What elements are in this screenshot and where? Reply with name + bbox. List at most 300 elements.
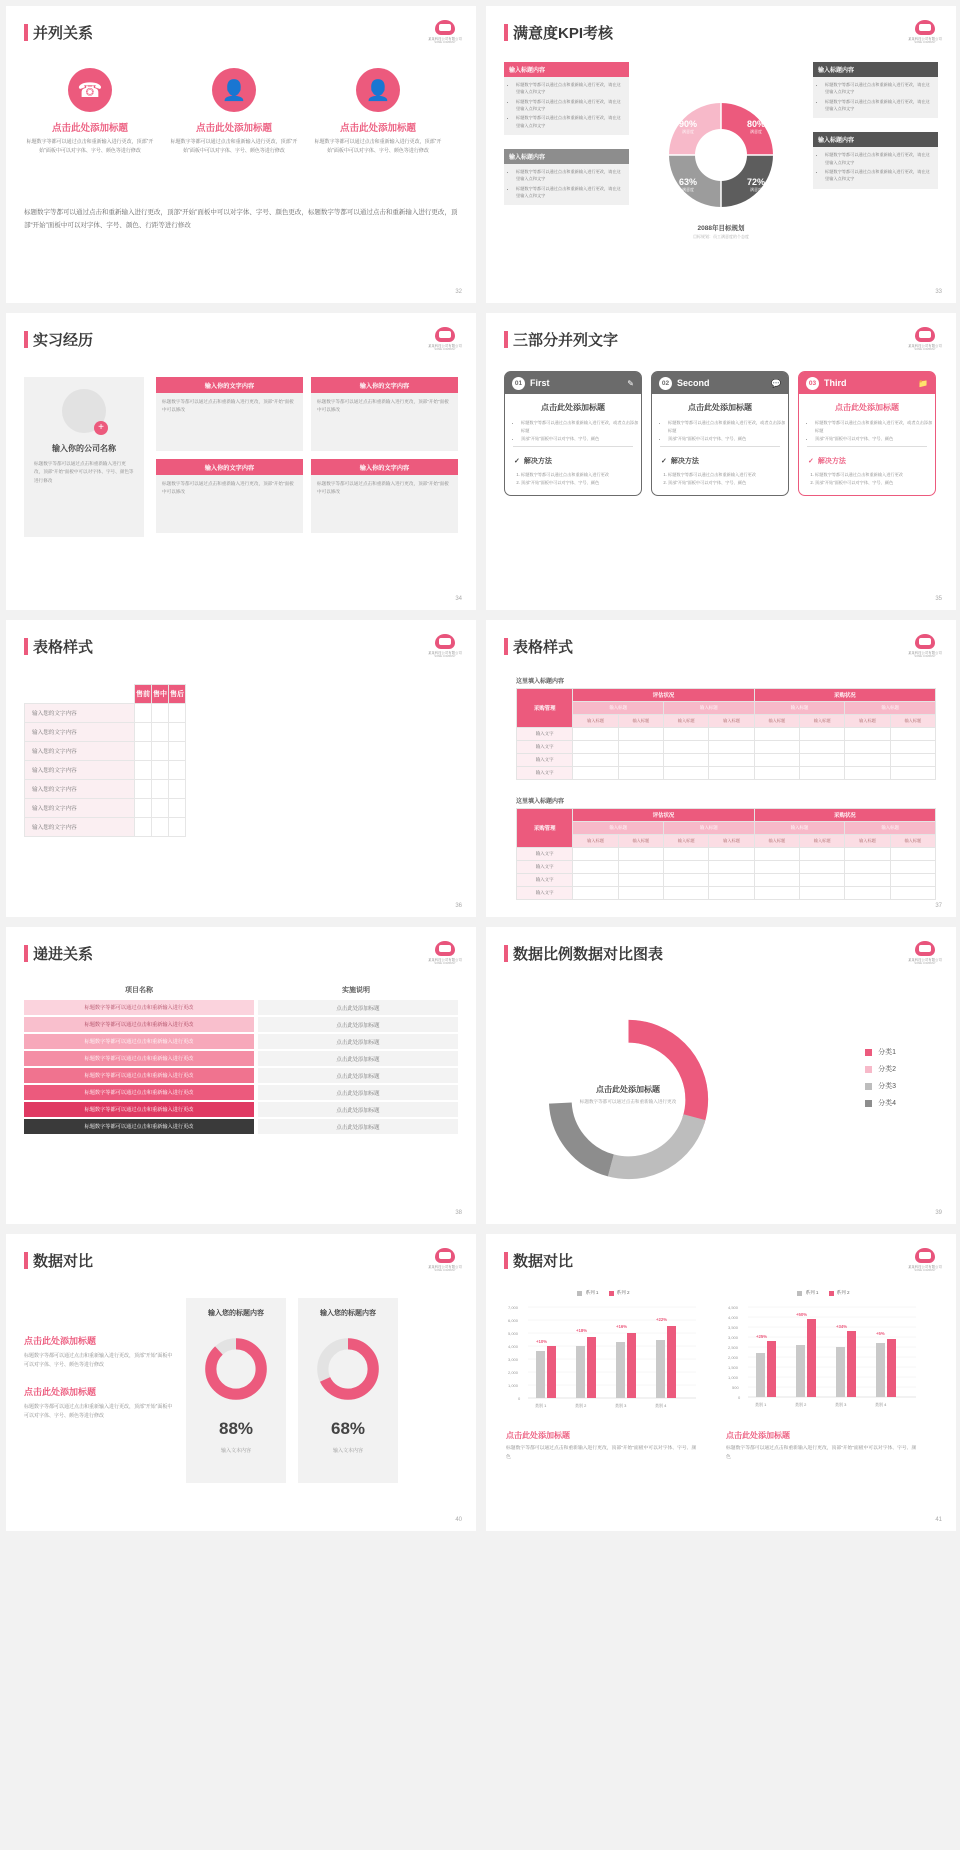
cell[interactable] — [664, 728, 709, 741]
legend-item — [865, 1081, 896, 1091]
experience-cards — [156, 377, 458, 533]
table-row — [25, 799, 186, 818]
cell[interactable] — [152, 780, 169, 799]
row-note[interactable]: 点击此处添加标题 — [258, 1102, 458, 1117]
group-header: 采购状况 — [754, 809, 935, 822]
kpi-item: • 标题数字等都可以通过点击和重新输入进行更改，请在这里输入点和文字 — [825, 98, 933, 113]
part-sub-title — [661, 456, 788, 466]
legend-swatch — [609, 1291, 614, 1296]
table-subheader-row-2 — [517, 835, 936, 848]
cell[interactable] — [800, 861, 845, 874]
table-caption: 这里填入标题内容 — [516, 679, 565, 685]
kpi-body — [504, 77, 629, 135]
svg-text:+5%: +5% — [876, 1331, 885, 1336]
row-bar[interactable]: 标题数字等都可以通过点击和重新输入进行更改 — [24, 1017, 254, 1032]
cell[interactable] — [664, 754, 709, 767]
cell[interactable] — [618, 848, 663, 861]
procurement-table — [516, 688, 936, 780]
cell[interactable] — [169, 818, 186, 837]
cell[interactable] — [845, 887, 890, 900]
row-bar[interactable]: 标题数字等都可以通过点击和重新输入进行更改 — [24, 1085, 254, 1100]
table-header-row — [517, 809, 936, 822]
brand-logo — [908, 941, 942, 965]
kpi-box-1 — [504, 62, 629, 135]
row-label[interactable]: 输入您的文字内容 — [25, 818, 135, 837]
cell[interactable] — [754, 848, 799, 861]
cell[interactable] — [754, 861, 799, 874]
cell[interactable] — [890, 767, 935, 780]
kpi-box-3 — [813, 62, 938, 118]
cell[interactable] — [135, 761, 152, 780]
kpi-value: 90% — [679, 119, 698, 129]
kpi-heading: 输入标题内容 — [813, 132, 938, 147]
cell[interactable] — [890, 754, 935, 767]
brand-logo — [428, 20, 462, 44]
sub-header: 输入标题 — [573, 822, 664, 835]
cell[interactable] — [890, 741, 935, 754]
cell[interactable] — [152, 818, 169, 837]
cell[interactable] — [800, 767, 845, 780]
brand-logo — [908, 20, 942, 44]
card-heading: 输入你的文字内容 — [156, 377, 303, 393]
cell[interactable] — [135, 704, 152, 723]
logo-mark — [915, 1248, 935, 1263]
part-title: 点击此处添加标题 — [835, 403, 899, 412]
row-label[interactable]: 输入文字 — [517, 874, 573, 887]
list-row — [24, 1017, 458, 1032]
cell[interactable] — [709, 741, 754, 754]
cell[interactable] — [709, 848, 754, 861]
logo-subtext: SOME COMPANY — [914, 1269, 936, 1272]
logo-mark — [435, 1248, 455, 1263]
sub-header: 输入标题 — [845, 822, 936, 835]
company-panel — [24, 377, 144, 537]
page-number: 33 — [935, 289, 942, 295]
sub-header: 输入标题 — [845, 702, 936, 715]
svg-text:类别 2: 类别 2 — [795, 1402, 807, 1407]
cell[interactable] — [800, 887, 845, 900]
cell[interactable] — [135, 799, 152, 818]
sub-header: 输入标题 — [845, 715, 890, 728]
row-label[interactable]: 输入您的文字内容 — [25, 723, 135, 742]
cell[interactable] — [618, 887, 663, 900]
chart-canvas — [726, 1299, 921, 1419]
headset-icon: ☎ — [68, 68, 112, 112]
page-number: 40 — [455, 1517, 462, 1523]
sub-title-text: 解决方法 — [670, 458, 699, 466]
kpi-donut-chart — [661, 95, 781, 215]
cell[interactable] — [845, 874, 890, 887]
cell[interactable] — [709, 754, 754, 767]
logo-text: 某某科技公司有限公司 — [428, 344, 462, 348]
part-number: 03 — [806, 377, 819, 390]
cell[interactable] — [618, 728, 663, 741]
cell[interactable] — [135, 780, 152, 799]
row-bar[interactable]: 标题数字等都可以通过点击和重新输入进行更改 — [24, 1102, 254, 1117]
sub-header: 输入标题 — [709, 715, 754, 728]
cell[interactable] — [152, 799, 169, 818]
cell[interactable] — [135, 818, 152, 837]
cell[interactable] — [664, 767, 709, 780]
svg-text:类别 1: 类别 1 — [535, 1403, 547, 1408]
legend-swatch — [865, 1066, 872, 1073]
column-body: 标题数字等都可以通过点击和重新输入进行更改，顶部“开始”面板中可以对字体、字号、颜色等进行修改 — [314, 139, 442, 154]
page-number: 39 — [935, 1210, 942, 1216]
card-title: 输入您的标题内容 — [320, 1310, 376, 1317]
cell[interactable] — [618, 754, 663, 767]
cell[interactable] — [573, 861, 618, 874]
row-bar[interactable]: 标题数字等都可以通过点击和重新输入进行更改 — [24, 1034, 254, 1049]
brand-logo — [908, 1248, 942, 1272]
row-bar[interactable]: 标题数字等都可以通过点击和重新输入进行更改 — [24, 1051, 254, 1066]
cell[interactable] — [709, 874, 754, 887]
row-label[interactable]: 输入文字 — [517, 754, 573, 767]
cell[interactable] — [152, 742, 169, 761]
cell[interactable] — [664, 861, 709, 874]
logo-subtext: SOME COMPANY — [434, 348, 456, 351]
page-title: 数据对比 — [504, 1250, 573, 1271]
sample-table — [24, 684, 186, 837]
cell[interactable] — [890, 861, 935, 874]
sub-item: 1. 标题数字等都可以通过点击和重新输入进行更改 — [815, 471, 935, 479]
cell[interactable] — [169, 799, 186, 818]
card-value: 68% — [330, 1419, 366, 1438]
row-bar[interactable]: 标题数字等都可以通过点击和重新输入进行更改 — [24, 1119, 254, 1134]
logo-subtext: SOME COMPANY — [434, 1269, 456, 1272]
row-label[interactable]: 输入文字 — [517, 728, 573, 741]
corner-cell: 采购管理 — [517, 689, 573, 728]
list-row — [24, 1102, 458, 1117]
group-header: 采购状况 — [754, 689, 935, 702]
cell[interactable] — [573, 848, 618, 861]
part-caption — [652, 372, 788, 394]
cell[interactable] — [709, 887, 754, 900]
part-bullets — [505, 419, 641, 442]
cell[interactable] — [754, 767, 799, 780]
row-label[interactable]: 输入文字 — [517, 848, 573, 861]
list-row — [24, 1034, 458, 1049]
cell[interactable] — [573, 728, 618, 741]
col-header-2: 实施说明 — [342, 987, 370, 994]
brand-logo — [428, 327, 462, 351]
legend-label: 系列 2 — [836, 1290, 850, 1295]
cell[interactable] — [618, 767, 663, 780]
cell[interactable] — [754, 874, 799, 887]
kpi-box-2 — [504, 149, 629, 205]
slide-38 — [6, 927, 476, 1224]
cell[interactable] — [135, 723, 152, 742]
svg-text:4,500: 4,500 — [728, 1305, 739, 1310]
group-header: 评估状况 — [573, 809, 754, 822]
legend-item — [797, 1290, 818, 1296]
image-placeholder-icon[interactable] — [62, 389, 106, 433]
cell[interactable] — [845, 767, 890, 780]
table-row — [25, 742, 186, 761]
bullet: • 顶部“开始”面板中可以对字体、字号、颜色 — [521, 435, 641, 443]
legend-item — [829, 1290, 850, 1296]
cell[interactable] — [800, 741, 845, 754]
logo-text: 某某科技公司有限公司 — [428, 651, 462, 655]
cell[interactable] — [709, 728, 754, 741]
logo-text: 某某科技公司有限公司 — [908, 651, 942, 655]
cell[interactable] — [664, 741, 709, 754]
cell[interactable] — [754, 728, 799, 741]
chat-icon: 💬 — [771, 378, 781, 388]
part-caption — [505, 372, 641, 394]
kpi-note-sub: 目标规划：员工满意度的个态度 — [693, 234, 749, 239]
row-note[interactable]: 点击此处添加标题 — [258, 1017, 458, 1032]
logo-subtext: SOME COMPANY — [914, 41, 936, 44]
col-header: 售后 — [169, 685, 186, 704]
slide-36 — [6, 620, 476, 917]
card-4 — [311, 459, 458, 533]
cell[interactable] — [169, 742, 186, 761]
chart-body: 标题数字等都可以通过点击和重新输入进行更改，顶部“开始”面板中可以对字体、字号、颜色 — [506, 1446, 697, 1460]
text-heading: 点击此处添加标题 — [24, 1386, 97, 1397]
svg-text:3,000: 3,000 — [728, 1335, 739, 1340]
cell[interactable] — [169, 761, 186, 780]
row-note[interactable]: 点击此处添加标题 — [258, 1119, 458, 1134]
slide-33 — [486, 6, 956, 303]
cell[interactable] — [573, 741, 618, 754]
cell[interactable] — [754, 887, 799, 900]
row-label[interactable]: 输入文字 — [517, 767, 573, 780]
legend-item — [577, 1290, 598, 1296]
svg-text:类别 3: 类别 3 — [615, 1403, 627, 1408]
part-label: Second — [677, 378, 710, 388]
row-bar[interactable]: 标题数字等都可以通过点击和重新输入进行更改 — [24, 1000, 254, 1015]
part-sub-items — [799, 471, 935, 487]
kpi-body — [504, 164, 629, 205]
cell[interactable] — [664, 887, 709, 900]
sub-header: 输入标题 — [890, 835, 935, 848]
svg-text:1,000: 1,000 — [508, 1383, 519, 1388]
svg-text:2,500: 2,500 — [728, 1345, 739, 1350]
cell[interactable] — [845, 848, 890, 861]
cell[interactable] — [573, 874, 618, 887]
row-label[interactable]: 输入您的文字内容 — [25, 761, 135, 780]
chart-legend — [506, 1290, 701, 1296]
table-block-1 — [516, 676, 936, 780]
svg-text:+34%: +34% — [836, 1324, 848, 1329]
card-body: 标题数字等都可以通过点击和重新输入进行更改，顶部“开始”面板中可以修改 — [311, 393, 458, 451]
logo-subtext: SOME COMPANY — [434, 655, 456, 658]
cell[interactable] — [890, 728, 935, 741]
svg-text:3,500: 3,500 — [728, 1325, 739, 1330]
svg-text:2,000: 2,000 — [728, 1355, 739, 1360]
card-heading: 输入你的文字内容 — [156, 459, 303, 475]
slide-34 — [6, 313, 476, 610]
cell[interactable] — [152, 723, 169, 742]
cell[interactable] — [618, 861, 663, 874]
kpi-heading: 输入标题内容 — [813, 62, 938, 77]
row-note[interactable]: 点击此处添加标题 — [258, 1051, 458, 1066]
sub-header: 输入标题 — [664, 835, 709, 848]
sub-title-text: 解决方法 — [817, 458, 846, 466]
cell[interactable] — [845, 741, 890, 754]
sub-header: 输入标题 — [890, 715, 935, 728]
check-icon: ✓ — [514, 458, 520, 466]
row-label[interactable]: 输入文字 — [517, 861, 573, 874]
svg-text:0: 0 — [518, 1396, 521, 1401]
cell[interactable] — [800, 874, 845, 887]
svg-text:2,000: 2,000 — [508, 1370, 519, 1375]
table-row — [25, 818, 186, 837]
row-label[interactable]: 输入您的文字内容 — [25, 799, 135, 818]
sub-header: 输入标题 — [845, 835, 890, 848]
cell[interactable] — [845, 728, 890, 741]
chart-legend — [726, 1290, 921, 1296]
cell[interactable] — [169, 704, 186, 723]
legend-label: 分类3 — [878, 1083, 896, 1090]
row-note[interactable]: 点击此处添加标题 — [258, 1000, 458, 1015]
row-bar[interactable]: 标题数字等都可以通过点击和重新输入进行更改 — [24, 1068, 254, 1083]
row-note[interactable]: 点击此处添加标题 — [258, 1085, 458, 1100]
kpi-item: • 标题数字等都可以通过点击和重新输入进行更改，请在这里输入点和文字 — [516, 81, 624, 96]
row-label[interactable]: 输入文字 — [517, 741, 573, 754]
cell[interactable] — [754, 754, 799, 767]
kpi-item: • 标题数字等都可以通过点击和重新输入进行更改，请在这里输入点和文字 — [516, 185, 624, 200]
column-3 — [312, 68, 444, 155]
part-sub-title — [808, 456, 935, 466]
card-3 — [156, 459, 303, 533]
cell[interactable] — [754, 741, 799, 754]
table-row — [517, 728, 936, 741]
company-body: 标题数字等都可以通过点击和重新输入进行更改，顶部“开始”面板中可以对字体、字号、颜色等进行修改 — [34, 461, 134, 483]
legend-swatch — [865, 1083, 872, 1090]
card-value: 88% — [218, 1419, 254, 1438]
kpi-label: 满意度 — [682, 187, 694, 192]
cell[interactable] — [845, 754, 890, 767]
table-row — [25, 704, 186, 723]
cell[interactable] — [573, 887, 618, 900]
cell[interactable] — [800, 848, 845, 861]
logo-text: 某某科技公司有限公司 — [908, 1265, 942, 1269]
kpi-label: 满意度 — [682, 129, 694, 134]
donut-chart — [541, 1012, 716, 1187]
user-card-icon: 👤 — [356, 68, 400, 112]
cell[interactable] — [152, 761, 169, 780]
table-row — [25, 761, 186, 780]
sub-header: 输入标题 — [618, 715, 663, 728]
page-title: 递进关系 — [24, 943, 93, 964]
part-label: First — [530, 378, 550, 388]
legend-swatch — [577, 1291, 582, 1296]
row-note[interactable]: 点击此处添加标题 — [258, 1068, 458, 1083]
kpi-item: • 标题数字等都可以通过点击和重新输入进行更改，请在这里输入点和文字 — [516, 98, 624, 113]
svg-text:4,000: 4,000 — [728, 1315, 739, 1320]
cell[interactable] — [890, 874, 935, 887]
sub-header: 输入标题 — [573, 715, 618, 728]
cell[interactable] — [800, 754, 845, 767]
column-heading: 点击此处添加标题 — [339, 123, 416, 134]
part-caption — [799, 372, 935, 394]
legend-swatch — [797, 1291, 802, 1296]
company-name: 输入你的公司名称 — [52, 444, 116, 453]
cell[interactable] — [135, 742, 152, 761]
table-row — [25, 780, 186, 799]
svg-text:7,000: 7,000 — [508, 1305, 519, 1310]
svg-text:3,000: 3,000 — [508, 1357, 519, 1362]
cell[interactable] — [709, 861, 754, 874]
svg-text:类别 4: 类别 4 — [655, 1403, 667, 1408]
sub-header: 输入标题 — [800, 715, 845, 728]
cell[interactable] — [709, 767, 754, 780]
cell[interactable] — [152, 704, 169, 723]
sub-header: 输入标题 — [664, 822, 755, 835]
cell[interactable] — [169, 780, 186, 799]
svg-text:0: 0 — [738, 1395, 741, 1400]
cell[interactable] — [169, 723, 186, 742]
logo-subtext: SOME COMPANY — [914, 655, 936, 658]
card-body: 标题数字等都可以通过点击和重新输入进行更改，顶部“开始”面板中可以修改 — [311, 475, 458, 533]
table-caption: 这里填入标题内容 — [516, 799, 565, 805]
svg-text:4,000: 4,000 — [508, 1344, 519, 1349]
cell[interactable] — [890, 887, 935, 900]
legend-swatch — [865, 1049, 872, 1056]
svg-text:500: 500 — [732, 1385, 739, 1390]
kpi-item: • 标题数字等都可以通过点击和重新输入进行更改，请在这里输入点和文字 — [825, 81, 933, 96]
table-subheader-row — [517, 822, 936, 835]
row-label[interactable]: 输入您的文字内容 — [25, 742, 135, 761]
sub-title-text: 解决方法 — [523, 458, 552, 466]
column-heading: 点击此处添加标题 — [51, 123, 128, 134]
logo-text: 某某科技公司有限公司 — [428, 1265, 462, 1269]
page-number: 35 — [935, 596, 942, 602]
legend-swatch — [829, 1291, 834, 1296]
chart-heading: 点击此处添加标题 — [726, 1431, 790, 1440]
svg-text:+22%: +22% — [656, 1317, 668, 1322]
logo-mark — [915, 327, 935, 342]
row-label[interactable]: 输入您的文字内容 — [25, 704, 135, 723]
logo-subtext: SOME COMPANY — [914, 962, 936, 965]
kpi-label: 满意度 — [749, 187, 762, 192]
kpi-value: 80% — [746, 119, 765, 129]
cell[interactable] — [845, 861, 890, 874]
row-note[interactable]: 点击此处添加标题 — [258, 1034, 458, 1049]
table-header-row — [25, 685, 186, 704]
kpi-body — [813, 147, 938, 188]
chart-canvas — [506, 1299, 701, 1419]
part-sub-title — [514, 456, 641, 466]
cell[interactable] — [573, 767, 618, 780]
cell[interactable] — [573, 754, 618, 767]
kpi-item: • 标题数字等都可以通过点击和重新输入进行更改，请在这里输入点和文字 — [516, 168, 624, 183]
cell[interactable] — [664, 848, 709, 861]
legend-label: 分类2 — [878, 1066, 896, 1073]
table-row — [517, 848, 936, 861]
page-number: 41 — [935, 1517, 942, 1523]
table-row — [25, 723, 186, 742]
part-number: 02 — [659, 377, 672, 390]
legend-label: 分类4 — [878, 1100, 896, 1107]
cell[interactable] — [618, 741, 663, 754]
text-heading: 点击此处添加标题 — [24, 1336, 97, 1346]
check-icon: ✓ — [661, 458, 667, 466]
legend-label: 系列 2 — [616, 1290, 630, 1295]
part-3 — [798, 371, 936, 496]
sub-header: 输入标题 — [754, 835, 799, 848]
row-label[interactable]: 输入文字 — [517, 887, 573, 900]
logo-mark — [915, 20, 935, 35]
cell[interactable] — [664, 874, 709, 887]
cell[interactable] — [618, 874, 663, 887]
kpi-item: • 标题数字等都可以通过点击和重新输入进行更改，请在这里输入点和文字 — [825, 151, 933, 166]
row-label[interactable]: 输入您的文字内容 — [25, 780, 135, 799]
cell[interactable] — [890, 848, 935, 861]
cell[interactable] — [800, 728, 845, 741]
card-title: 输入您的标题内容 — [208, 1310, 264, 1317]
